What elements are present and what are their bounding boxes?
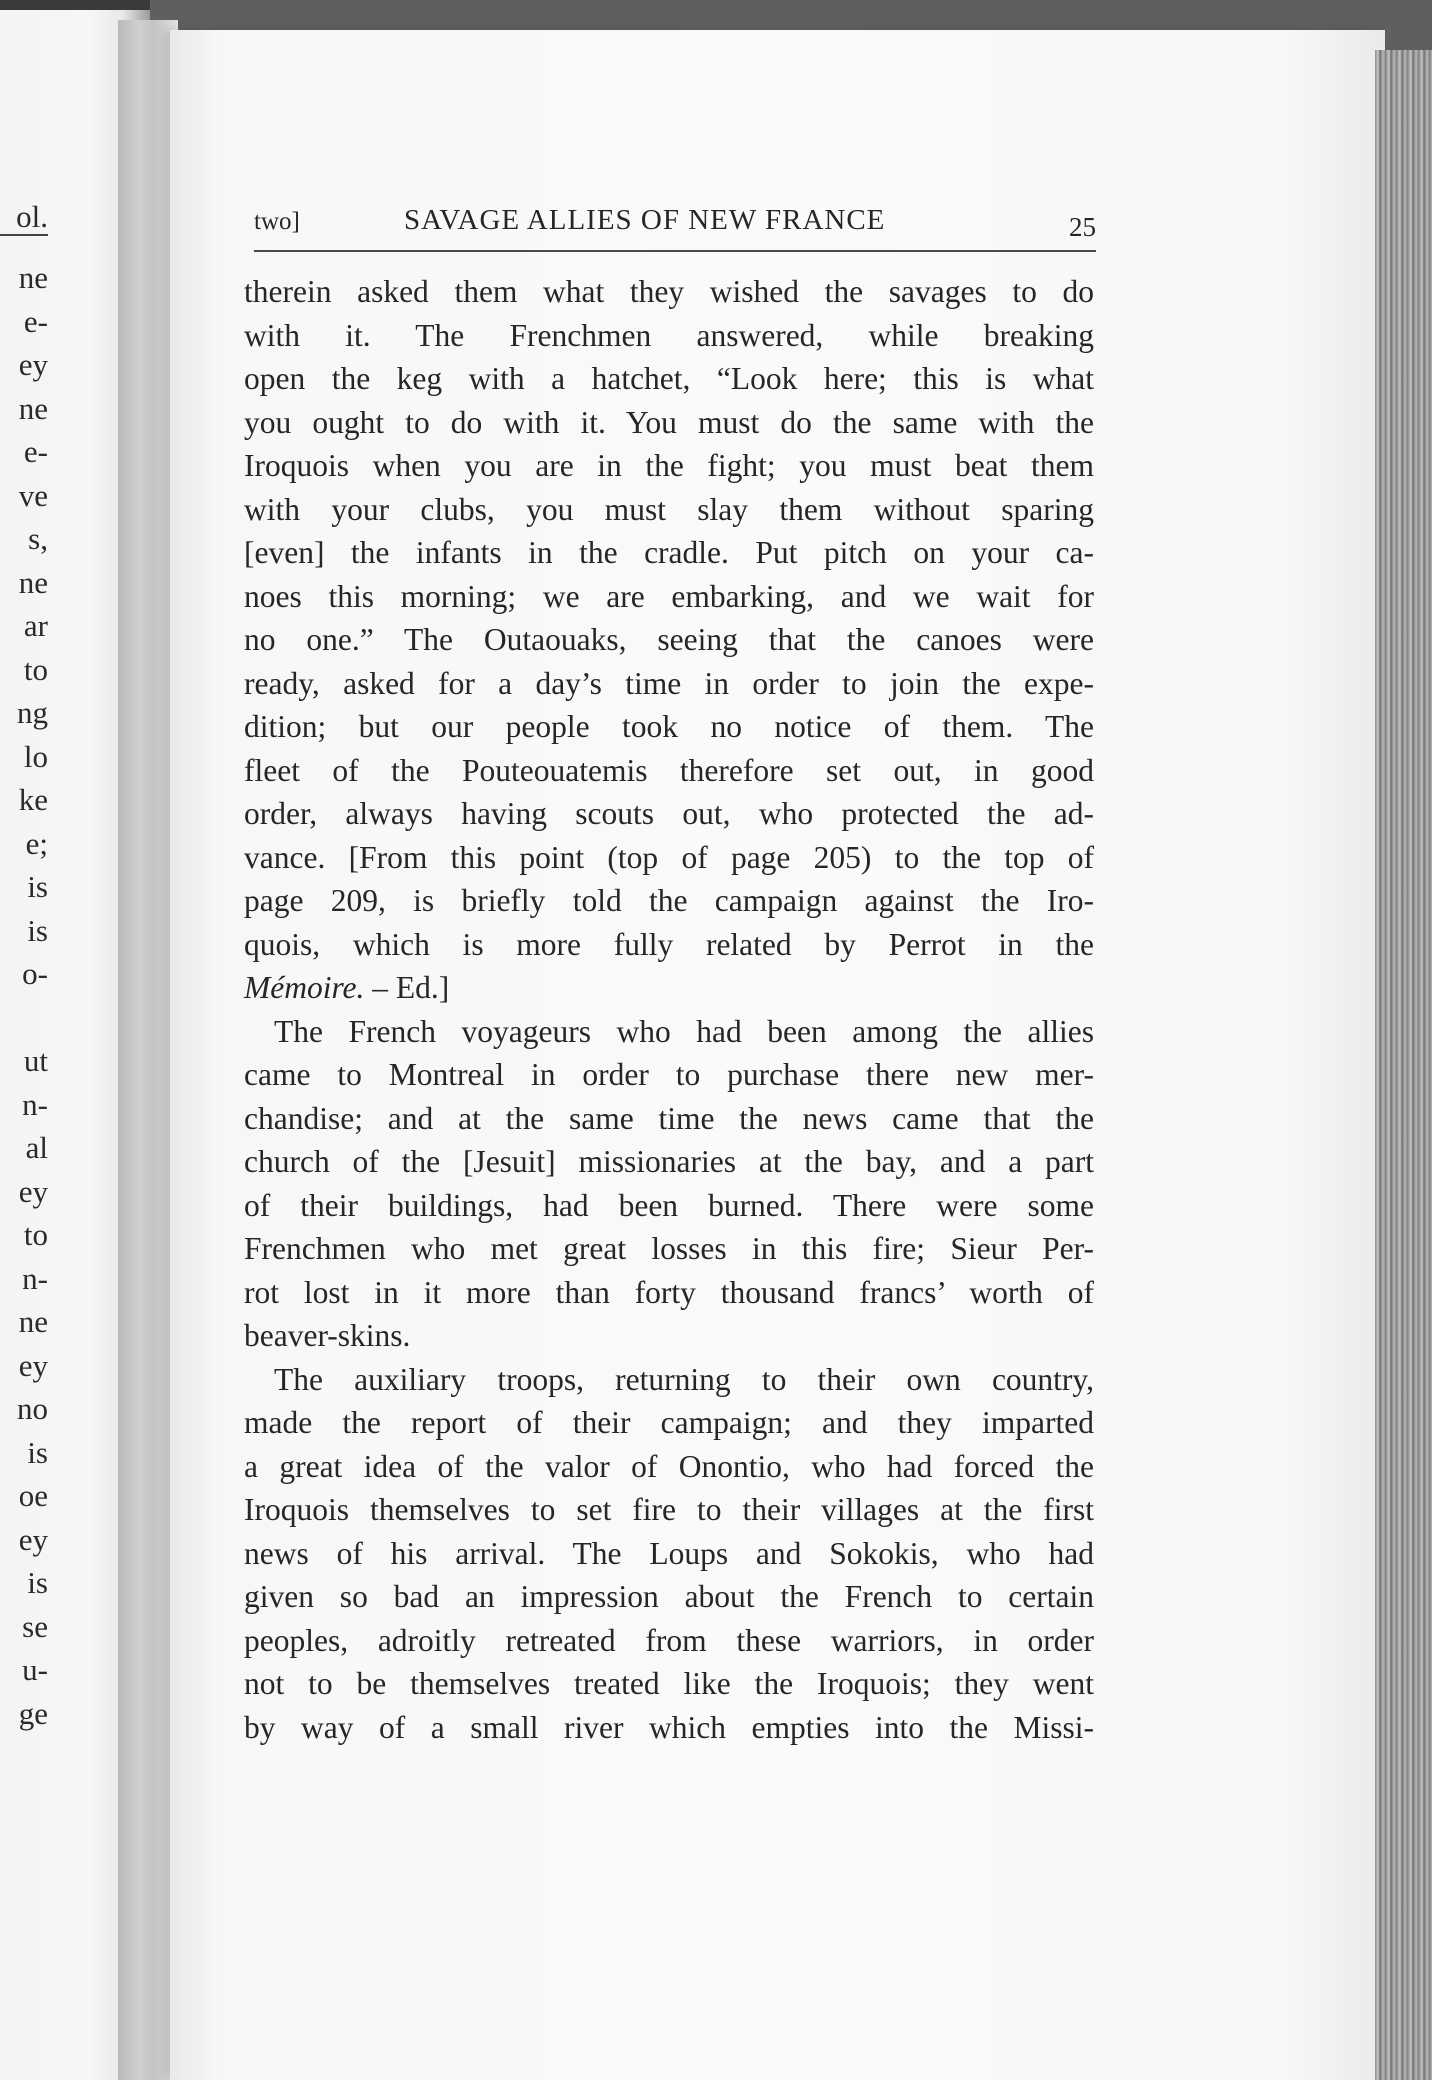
- previous-page-line-fragment: is: [27, 912, 48, 948]
- previous-page-line-fragment: to: [23, 1217, 48, 1252]
- previous-page-line-fragment: [0, 996, 48, 1040]
- text-line: Frenchmen who met great losses in this fire; Sieur Per-: [244, 1231, 1094, 1266]
- text-line: Iroquois when you are in the fight; you must beat them: [244, 448, 1094, 483]
- text-line: therein asked them what they wished the savages to do: [244, 274, 1094, 309]
- text-line: with your clubs, you must slay them without sparing: [244, 491, 1094, 527]
- text-line: open the keg with a hatchet, “Look here; this is what: [244, 361, 1094, 396]
- previous-page-line-fragment: n-: [22, 1086, 48, 1122]
- running-header-section: two]: [254, 208, 300, 235]
- previous-page-line-fragment: o-: [22, 956, 48, 991]
- previous-page-line-fragment: lo: [23, 738, 48, 774]
- previous-page-line-fragment: ey: [18, 1173, 48, 1209]
- text-line: The auxiliary troops, returning to their own country,: [274, 1361, 1094, 1397]
- running-header: [254, 204, 1096, 248]
- paragraph-1-last-line: [244, 966, 1094, 1010]
- previous-page-line-fragment: se: [22, 1608, 48, 1644]
- previous-page-line-fragment: ge: [18, 1695, 48, 1731]
- text-line: ready, asked for a day’s time in order to join the expe-: [244, 665, 1094, 701]
- text-line: peoples, adroitly retreated from these warriors, in order: [244, 1622, 1094, 1658]
- text-line: with it. The Frenchmen answered, while breaking: [244, 317, 1094, 353]
- text-line: rot lost in it more than forty thousand francs’ worth of: [244, 1274, 1094, 1310]
- previous-page-line-fragment: s,: [28, 521, 48, 556]
- text-line: made the report of their campaign; and they imparted: [244, 1405, 1094, 1440]
- previous-page-line-fragments: [0, 256, 48, 1735]
- header-rule: [254, 250, 1096, 252]
- previous-page-line-fragment: ng: [17, 695, 48, 730]
- text-line: The French voyageurs who had been among the allies: [274, 1013, 1094, 1049]
- previous-page-line-fragment: ey: [18, 1347, 48, 1383]
- previous-page-line-fragment: ve: [18, 477, 48, 513]
- scan-top-edge: [0, 0, 150, 10]
- page-edges: [1375, 50, 1432, 2080]
- text-line: church of the [Jesuit] missionaries at the bay, and a part: [244, 1144, 1094, 1179]
- previous-page-line-fragment: is: [27, 869, 48, 904]
- previous-page-line-fragment: oe: [18, 1478, 48, 1513]
- previous-page-line-fragment: ne: [18, 1304, 48, 1339]
- previous-page-line-fragment: ne: [18, 390, 48, 426]
- previous-page-line-fragment: u-: [22, 1652, 48, 1687]
- paragraph-3: [244, 1358, 1094, 1750]
- previous-page-line-fragment: al: [25, 1130, 48, 1165]
- text-line: Iroquois themselves to set fire to their villages at the first: [244, 1492, 1094, 1527]
- body-text: [244, 270, 1094, 1749]
- text-line: a great idea of the valor of Onontio, who had forced the: [244, 1448, 1094, 1484]
- text-line: not to be themselves treated like the Iroquois; they went: [244, 1666, 1094, 1701]
- previous-page-line-fragment: ne: [18, 260, 48, 295]
- previous-page-line-fragment: ey: [18, 1521, 48, 1557]
- text-line: chandise; and at the same time the news came that the: [244, 1100, 1094, 1136]
- previous-page-line-fragment: ey: [18, 347, 48, 382]
- previous-page-line-fragment: e-: [23, 434, 48, 469]
- text-line: page 209, is briefly told the campaign against the Iro-: [244, 883, 1094, 918]
- text-line: came to Montreal in order to purchase there new mer-: [244, 1057, 1094, 1092]
- previous-page-line-fragment: ar: [23, 608, 48, 643]
- previous-page-line-fragment: is: [27, 1434, 48, 1470]
- text-line: news of his arrival. The Loups and Sokokis, who had: [244, 1535, 1094, 1571]
- previous-page-line-fragment: n-: [22, 1260, 48, 1296]
- book-gutter: [118, 20, 178, 2080]
- previous-page-line-fragment: to: [23, 651, 48, 687]
- text-line: dition; but our people took no notice of them. The: [244, 709, 1094, 744]
- previous-page-line-fragment: ut: [23, 1043, 48, 1078]
- paragraph-2: [244, 1010, 1094, 1358]
- previous-page-line-fragment: e-: [23, 303, 48, 339]
- memoire-title: Mémoire.: [244, 970, 365, 1005]
- paragraph-1: [244, 270, 1094, 966]
- running-header-title: SAVAGE ALLIES OF NEW FRANCE: [404, 204, 886, 236]
- text-line: noes this morning; we are embarking, and we wait for: [244, 578, 1094, 614]
- previous-page-line-fragment: ke: [18, 782, 48, 817]
- text-line: of their buildings, had been burned. There were some: [244, 1187, 1094, 1223]
- text-line: beaver-skins.: [244, 1318, 411, 1353]
- text-line: vance. [From this point (top of page 205) to the top of: [244, 839, 1094, 875]
- text-line: fleet of the Pouteouatemis therefore set out, in good: [244, 752, 1094, 788]
- text-line: no one.” The Outaouaks, seeing that the canoes were: [244, 622, 1094, 657]
- text-line: quois, which is more fully related by Perrot in the: [244, 926, 1094, 962]
- previous-page-line-fragment: no: [17, 1391, 48, 1426]
- page-number: 25: [1069, 212, 1096, 242]
- previous-page-line-fragment: e;: [25, 825, 48, 861]
- previous-page-running-head-fragment: ol.: [0, 200, 48, 236]
- text-line: by way of a small river which empties into the Missi-: [244, 1709, 1094, 1745]
- text-line: you ought to do with it. You must do the same with the: [244, 404, 1094, 440]
- previous-page-line-fragment: is: [27, 1565, 48, 1600]
- text-line: order, always having scouts out, who protected the ad-: [244, 796, 1094, 831]
- previous-page-line-fragment: ne: [18, 564, 48, 600]
- editor-note-tail: – Ed.]: [364, 970, 450, 1005]
- text-line: [even] the infants in the cradle. Put pitch on your ca-: [244, 535, 1094, 570]
- text-line: given so bad an impression about the French to certain: [244, 1579, 1094, 1614]
